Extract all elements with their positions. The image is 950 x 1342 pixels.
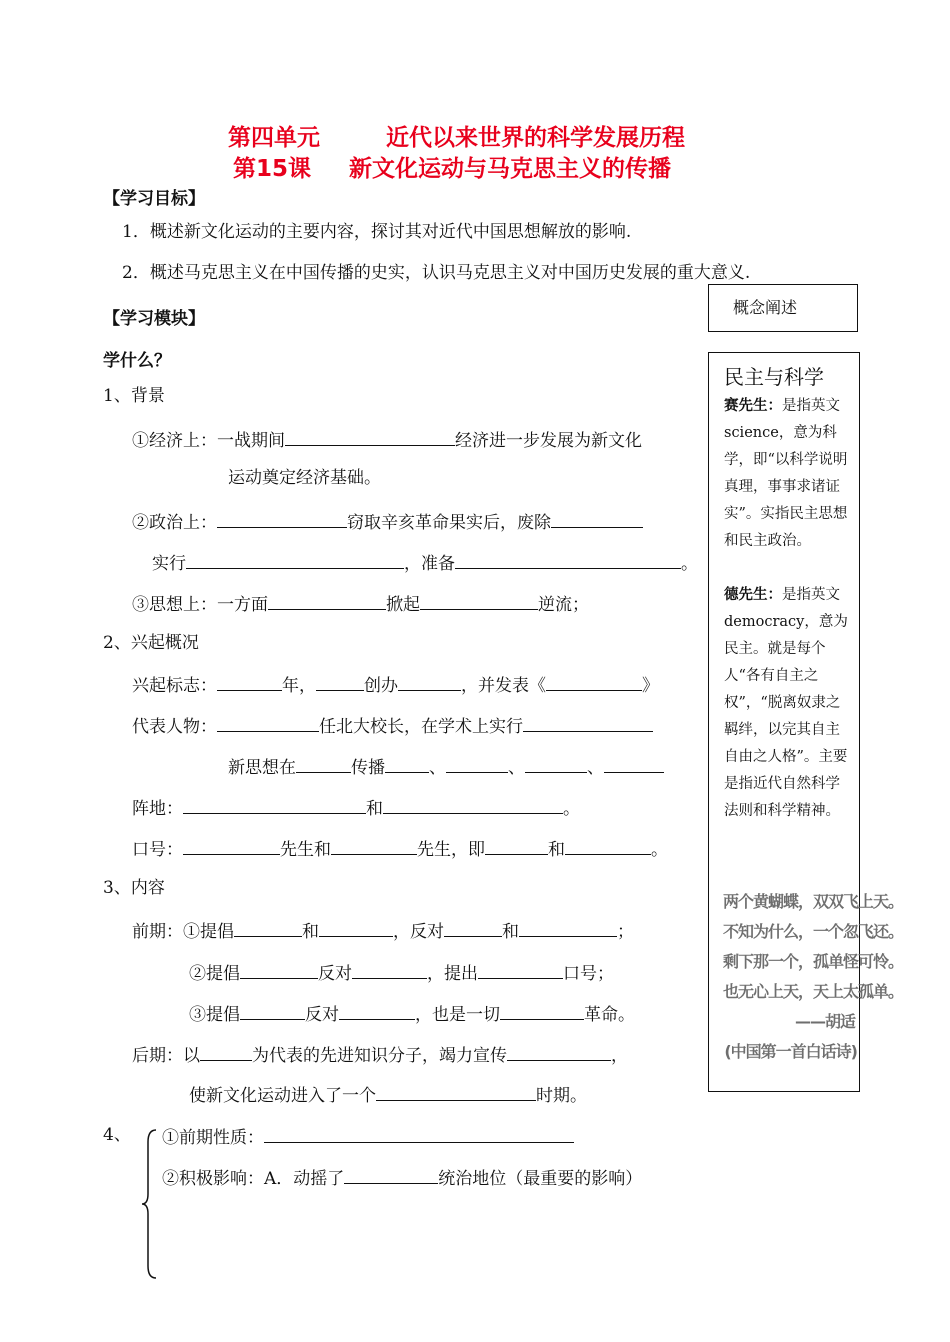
nature-line: ①前期性质： [162,1125,574,1148]
econ-line: ①经济上：一战期间 经济进一步发展为新文化 [132,428,642,451]
de-definition [724,582,850,825]
thought-line: ③思想上：一方面 掀起 逆流； [132,592,589,615]
poem-line-3: 剩下那一个，孤单怪可怜。 [723,952,904,971]
module-sub: 学什么？ [103,351,171,371]
definition-panel [708,352,904,1092]
early-line-1: 前期：①提倡 和 ，反对 和 ； [132,919,634,942]
new-thought-line: 新思想在 传播 、 、 、 [228,755,664,778]
de-label: 德先生： [724,587,782,603]
module-heading: 【学习模块】 [103,309,205,329]
poem-note: (中国第一首白话诗) [724,1042,857,1061]
sai-definition [724,393,850,555]
poem-line-4: 也无心上天，天上太孤单。 [723,982,904,1001]
lesson-number: 第15课 [233,156,312,182]
impact-line: ②积极影响：A．动摇了 统治地位（最重要的影响） [162,1166,642,1189]
sign-line: 兴起标志： 年， 创办 ，并发表《 》 [132,673,659,696]
concept-box [708,284,858,332]
poem-line-1: 两个黄蝴蝶，双双飞上天。 [723,892,904,911]
section-3-heading: 3、内容 [103,878,165,898]
sai-label: 赛先生： [724,398,782,414]
unit-name: 近代以来世界的科学发展历程 [386,125,686,151]
lesson-title [233,150,671,183]
de-text: 是指英文 democracy，意为民主。就是每个人“各有自主之权”，“脱离奴隶之羁绊，以完其自主自由之人格”。主要是指近代自然科学法则和科学精神。 [724,587,848,819]
slogan-line: 口号： 先生和 先生，即 和 。 [132,837,668,860]
section-2-heading: 2、兴起概况 [103,633,199,653]
lesson-name: 新文化运动与马克思主义的传播 [349,156,672,182]
poem-line-2: 不知为什么，一个忽飞还。 [723,922,904,941]
late-line-2: 使新文化运动进入了一个 时期。 [189,1083,587,1106]
goal-item-1: 1．概述新文化运动的主要内容，探讨其对近代中国思想解放的影响. [122,222,632,242]
front-line: 阵地： 和 。 [132,796,580,819]
poem-author: ——胡适 [794,1012,855,1031]
politics-line-2: 实行 ，准备 。 [152,551,698,574]
late-line-1: 后期：以 为代表的先进知识分子，竭力宣传 ， [132,1043,628,1066]
early-line-2: ②提倡 反对 ，提出 口号； [189,961,614,984]
goals-heading: 【学习目标】 [103,189,205,209]
politics-line: ②政治上： 窃取辛亥革命果实后，废除 [132,510,643,533]
econ-line-2: 运动奠定经济基础。 [228,468,381,488]
panel-heading: 民主与科学 [724,365,824,389]
unit-number: 第四单元 [228,125,320,151]
brace-icon [140,1128,162,1280]
goal-item-2: 2．概述马克思主义在中国传播的史实，认识马克思主义对中国历史发展的重大意义. [122,263,751,283]
early-line-3: ③提倡 反对 ，也是一切 革命。 [189,1002,635,1025]
section-1-heading: 1、背景 [103,386,165,406]
sai-text: 是指英文 science，意为科学，即“以科学说明真理，事事求诸证实”。实指民主思想和民主政治。 [724,398,848,549]
poem [723,887,903,1007]
unit-title [228,119,685,152]
section-4-number: 4、 [103,1125,131,1145]
concept-label: 概念阐述 [733,298,798,317]
rep-line: 代表人物： 任北大校长，在学术上实行 [132,714,653,737]
